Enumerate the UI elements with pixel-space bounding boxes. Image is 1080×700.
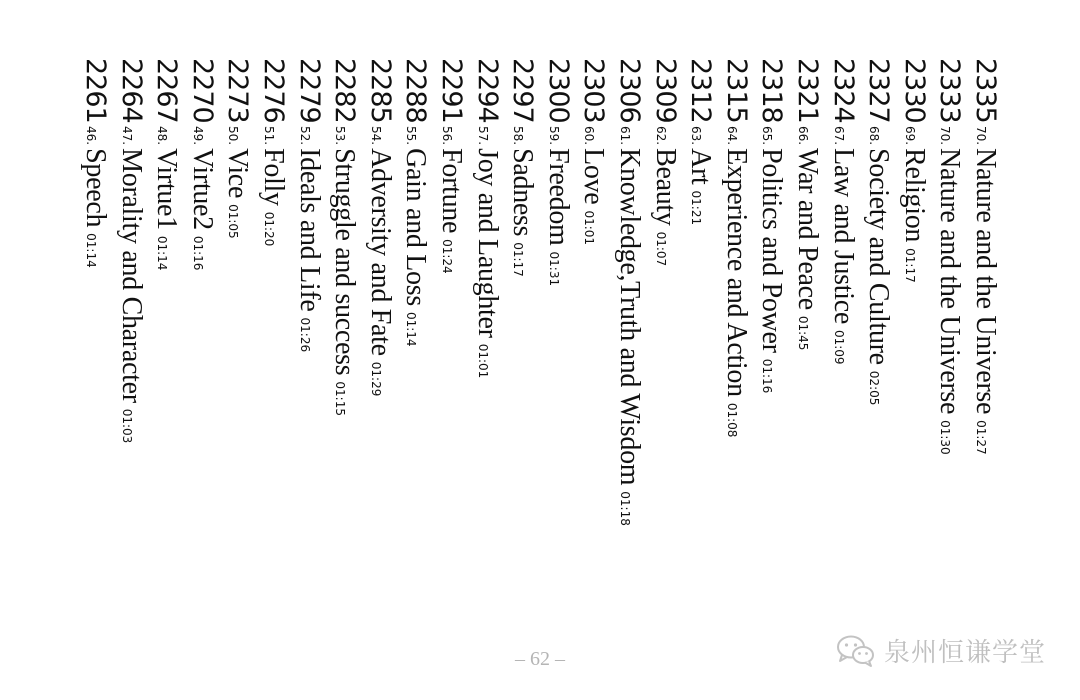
toc-entry (431, 58, 467, 274)
entry-title: Politics and Power (756, 148, 788, 353)
entry-index: 48. (155, 126, 170, 146)
entry-title: Knowledge,Truth and Wisdom (614, 148, 645, 486)
entry-duration: 01:14 (404, 311, 419, 347)
entry-title: Religion (898, 148, 930, 243)
toc-entry (965, 58, 1001, 455)
entry-title: Speech (80, 148, 111, 228)
entry-duration: 01:20 (262, 211, 276, 247)
entry-title: Freedom (542, 148, 574, 246)
entry-index: 70. (938, 126, 953, 146)
entry-title: Gain and Loss (400, 148, 432, 306)
entry-code: 2261 (80, 58, 111, 123)
toc-entry (289, 58, 325, 352)
toc-entry (538, 58, 574, 286)
entry-code: 2282 (329, 58, 361, 123)
entry-index: 62. (653, 126, 668, 146)
entry-index: 57. (475, 126, 490, 146)
toc-entry (787, 58, 823, 350)
toc-entry (146, 58, 182, 270)
entry-code: 2306 (614, 58, 645, 123)
toc-entry (894, 58, 930, 283)
entry-duration: 01:27 (974, 420, 988, 455)
toc-entry (217, 58, 253, 239)
toc-entry (573, 58, 609, 245)
entry-code: 2315 (720, 58, 752, 123)
entry-duration: 01:14 (155, 235, 170, 271)
entry-title: Morality and Character (115, 148, 147, 403)
toc-entry (929, 58, 965, 455)
entry-code: 2309 (649, 58, 681, 123)
entry-code: 2318 (756, 58, 788, 123)
entry-code: 2267 (151, 58, 183, 123)
entry-duration: 01:05 (226, 204, 241, 239)
entry-code: 2297 (507, 58, 539, 123)
entry-duration: 01:29 (368, 361, 383, 397)
entry-index: 54. (368, 126, 383, 146)
entry-duration: 01:01 (582, 210, 597, 246)
entry-code: 2291 (436, 58, 467, 123)
entry-index: 60. (582, 126, 597, 146)
entry-duration: 02:05 (867, 370, 882, 406)
toc-entry (182, 58, 218, 270)
entry-title: Society and Culture (863, 148, 895, 365)
entry-code: 2335 (970, 58, 1001, 123)
entry-title: Ideals and Life (293, 148, 325, 312)
entry-title: Sadness (507, 148, 539, 237)
entry-title: Art (685, 148, 717, 185)
entry-code: 2312 (685, 58, 717, 123)
entry-code: 2264 (115, 58, 147, 123)
entry-title: Law and Justice (827, 148, 859, 324)
entry-duration: 01:18 (618, 491, 632, 526)
entry-title: Experience and Action (720, 148, 752, 397)
entry-index: 70. (974, 126, 988, 146)
entry-code: 2276 (258, 58, 289, 123)
entry-index: 65. (760, 126, 775, 146)
toc-entry (609, 58, 645, 526)
toc-entry (645, 58, 681, 266)
entry-code: 2327 (863, 58, 895, 123)
entry-index: 52. (297, 126, 312, 146)
entry-title: Nature and the Universe (934, 148, 966, 415)
toc-entry (467, 58, 503, 378)
entry-index: 56. (440, 126, 454, 146)
entry-duration: 01:21 (689, 190, 704, 226)
entry-duration: 01:01 (475, 343, 490, 379)
toc-entry (75, 58, 111, 268)
watermark (836, 632, 1046, 669)
entry-index: 63. (689, 126, 704, 146)
toc-entry (502, 58, 538, 277)
entry-duration: 01:15 (333, 381, 348, 416)
entry-duration: 01:24 (440, 239, 454, 274)
toc-entry (324, 58, 360, 416)
entry-code: 2333 (934, 58, 966, 123)
entry-index: 61. (618, 126, 632, 146)
entry-title: Beauty (649, 148, 681, 226)
entry-title: Struggle and success (329, 148, 361, 376)
entry-title: War and Peace (792, 148, 823, 310)
entry-index: 64. (724, 126, 739, 146)
entry-duration: 01:08 (724, 402, 739, 438)
entry-duration: 01:17 (902, 248, 917, 283)
entry-index: 53. (333, 126, 348, 146)
entry-index: 68. (867, 126, 882, 146)
entry-index: 46. (84, 126, 98, 146)
entry-code: 2270 (186, 58, 218, 123)
entry-title: Virtue1 (151, 148, 183, 230)
entry-title: Nature and the Universe (970, 148, 1001, 415)
entry-duration: 01:16 (760, 358, 775, 394)
entry-code: 2324 (827, 58, 859, 123)
entry-code: 2330 (898, 58, 930, 123)
toc-entry (360, 58, 396, 396)
entry-title: Fortune (436, 148, 467, 234)
entry-code: 2300 (542, 58, 574, 123)
entry-index: 49. (190, 126, 205, 146)
entry-index: 55. (404, 126, 419, 146)
toc-entry (716, 58, 752, 437)
entry-index: 50. (226, 126, 241, 146)
entry-title: Vice (222, 148, 254, 199)
toc-entry (858, 58, 894, 405)
entry-code: 2303 (578, 58, 610, 123)
entry-index: 67. (831, 126, 846, 146)
entry-duration: 01:31 (546, 251, 561, 287)
page-number: – 62 – (515, 648, 565, 670)
entry-index: 59. (546, 126, 561, 146)
entry-title: Joy and Laughter (471, 148, 503, 338)
toc-entry (253, 58, 289, 246)
entry-title: Adversity and Fate (364, 148, 396, 356)
entry-duration: 01:26 (297, 317, 312, 353)
entry-duration: 01:07 (653, 231, 668, 267)
entry-title: Virtue2 (186, 148, 218, 230)
toc-entry (395, 58, 431, 347)
entry-index: 58. (511, 126, 526, 146)
toc-entry (680, 58, 716, 225)
entry-index: 66. (796, 126, 810, 146)
entry-duration: 01:09 (831, 329, 846, 365)
toc-entry (751, 58, 787, 393)
entry-title: Love (578, 148, 610, 205)
toc-entry (111, 58, 147, 443)
entry-duration: 01:16 (190, 235, 205, 271)
entry-code: 2273 (222, 58, 254, 123)
entry-code: 2279 (293, 58, 325, 123)
entry-code: 2321 (792, 58, 823, 123)
entry-code: 2285 (364, 58, 396, 123)
entry-index: 51. (262, 126, 276, 146)
entry-index: 69. (902, 126, 917, 146)
watermark-text: 泉州恒谦学堂 (884, 638, 1047, 668)
entry-title: Folly (258, 148, 289, 206)
entry-index: 47. (119, 126, 134, 146)
entry-code: 2288 (400, 58, 432, 123)
entry-code: 2294 (471, 58, 503, 123)
entry-duration: 01:14 (84, 233, 98, 268)
entry-duration: 01:03 (119, 408, 134, 444)
entry-duration: 01:30 (938, 420, 953, 455)
entry-duration: 01:45 (796, 315, 810, 351)
entry-duration: 01:17 (511, 242, 526, 277)
toc-entry (823, 58, 859, 365)
wechat-icon (836, 634, 876, 668)
